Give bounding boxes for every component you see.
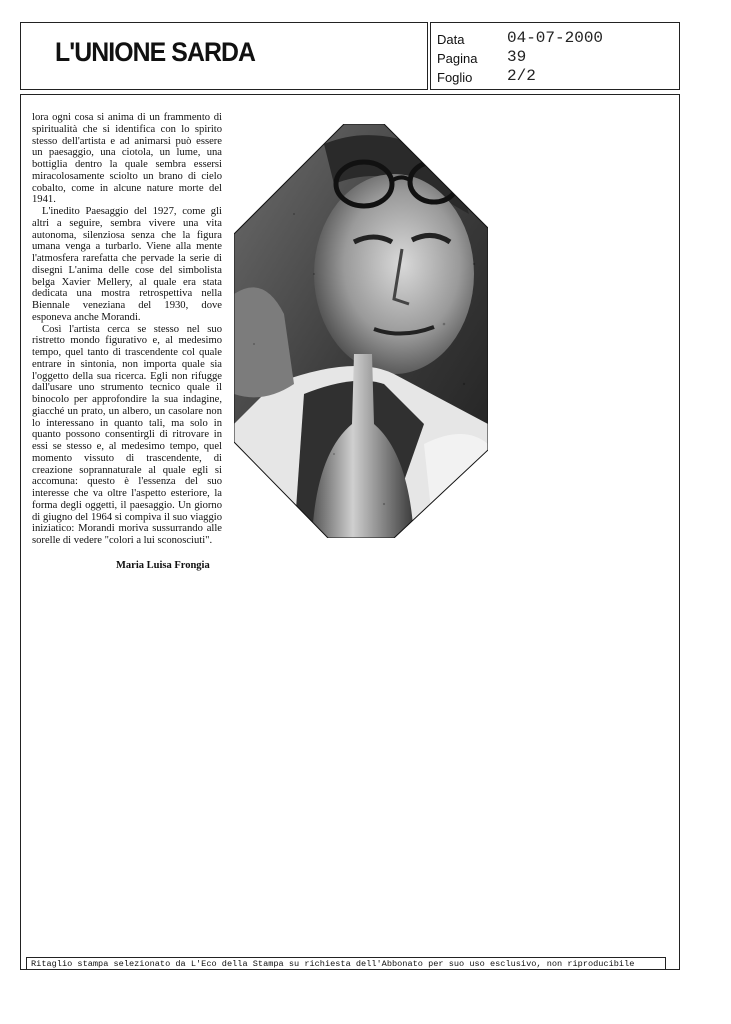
meta-value-foglio: 2/2 <box>507 67 536 85</box>
meta-label-foglio: Foglio <box>437 70 473 85</box>
masthead-box <box>20 22 428 90</box>
meta-row-foglio <box>437 67 673 85</box>
portrait-photo <box>234 124 488 538</box>
meta-label-data: Data <box>437 32 465 47</box>
article-paragraph-3: Così l'artista cerca se stesso nel suo ristretto mondo figurativo e, al medesimo tempo, quel tanto di trascendente col quale entrare in sintonia, non importa quale sia l'oggetto della sua ricerca. Egli non rifugge dall'usare uno strumento tecnico quale il binocolo per approfondire la sua indagine, giacché un prato, un albero, un casolare non lo interessano in quanto tali, ma solo in quanto possono consentirgli di ritrovare in essi se stesso e, al medesimo tempo, quel momento vissuto di trascendente, di creazione soprannaturale al quale egli si accomuna: questo è l'essenza del suo interesse che va oltre l'aspetto esteriore, la forma degli oggetti, il paesaggio. Un giorno di giugno del 1964 si compiva il suo viaggio iniziatico: Morandi moriva sussurrando alle sorelle di vedere "colori a lui sconosciuti". <box>32 323 222 546</box>
meta-row-data <box>437 29 673 47</box>
meta-row-pagina <box>437 48 673 66</box>
meta-value-pagina: 39 <box>507 48 527 66</box>
newspaper-masthead: L'UNIONE SARDA <box>55 37 256 67</box>
meta-label-pagina: Pagina <box>437 51 478 66</box>
copyright-notice: Ritaglio stampa selezionato da L'Eco della Stampa su richiesta dell'Abbonato per suo uso esclusivo, non riproducibile <box>31 959 635 969</box>
clipping-meta-box <box>430 22 680 90</box>
article-paragraph-2: L'inedito Paesaggio del 1927, come gli altri a seguire, sembra vivere una vita autonoma, silenziosa senza che la figura umana venga a turbarlo. Viene alla mente l'atmosfera rarefatta che pervade la serie di disegni L'anima delle cose del simbolista belga Xavier Mellery, al quale era stata dedicata una mostra retrospettiva nella Biennale veneziana del 1930, dove esponeva anche Morandi. <box>32 206 222 323</box>
article-signature: Maria Luisa Frongia <box>116 560 210 571</box>
article-column <box>32 112 222 547</box>
meta-value-data: 04-07-2000 <box>507 29 604 47</box>
article-paragraph-1: lora ogni cosa si anima di un frammento di spiritualità che si identifica con lo spirito stesso dell'artista e ad animarsi può essere un paesaggio, una ciotola, un lume, una bottiglia dentro la quale sembra essersi miracolosamente sciolto un brano di cielo cobalto, come in alcune nature morte del 1941. <box>32 112 222 206</box>
copyright-footer <box>26 957 666 970</box>
